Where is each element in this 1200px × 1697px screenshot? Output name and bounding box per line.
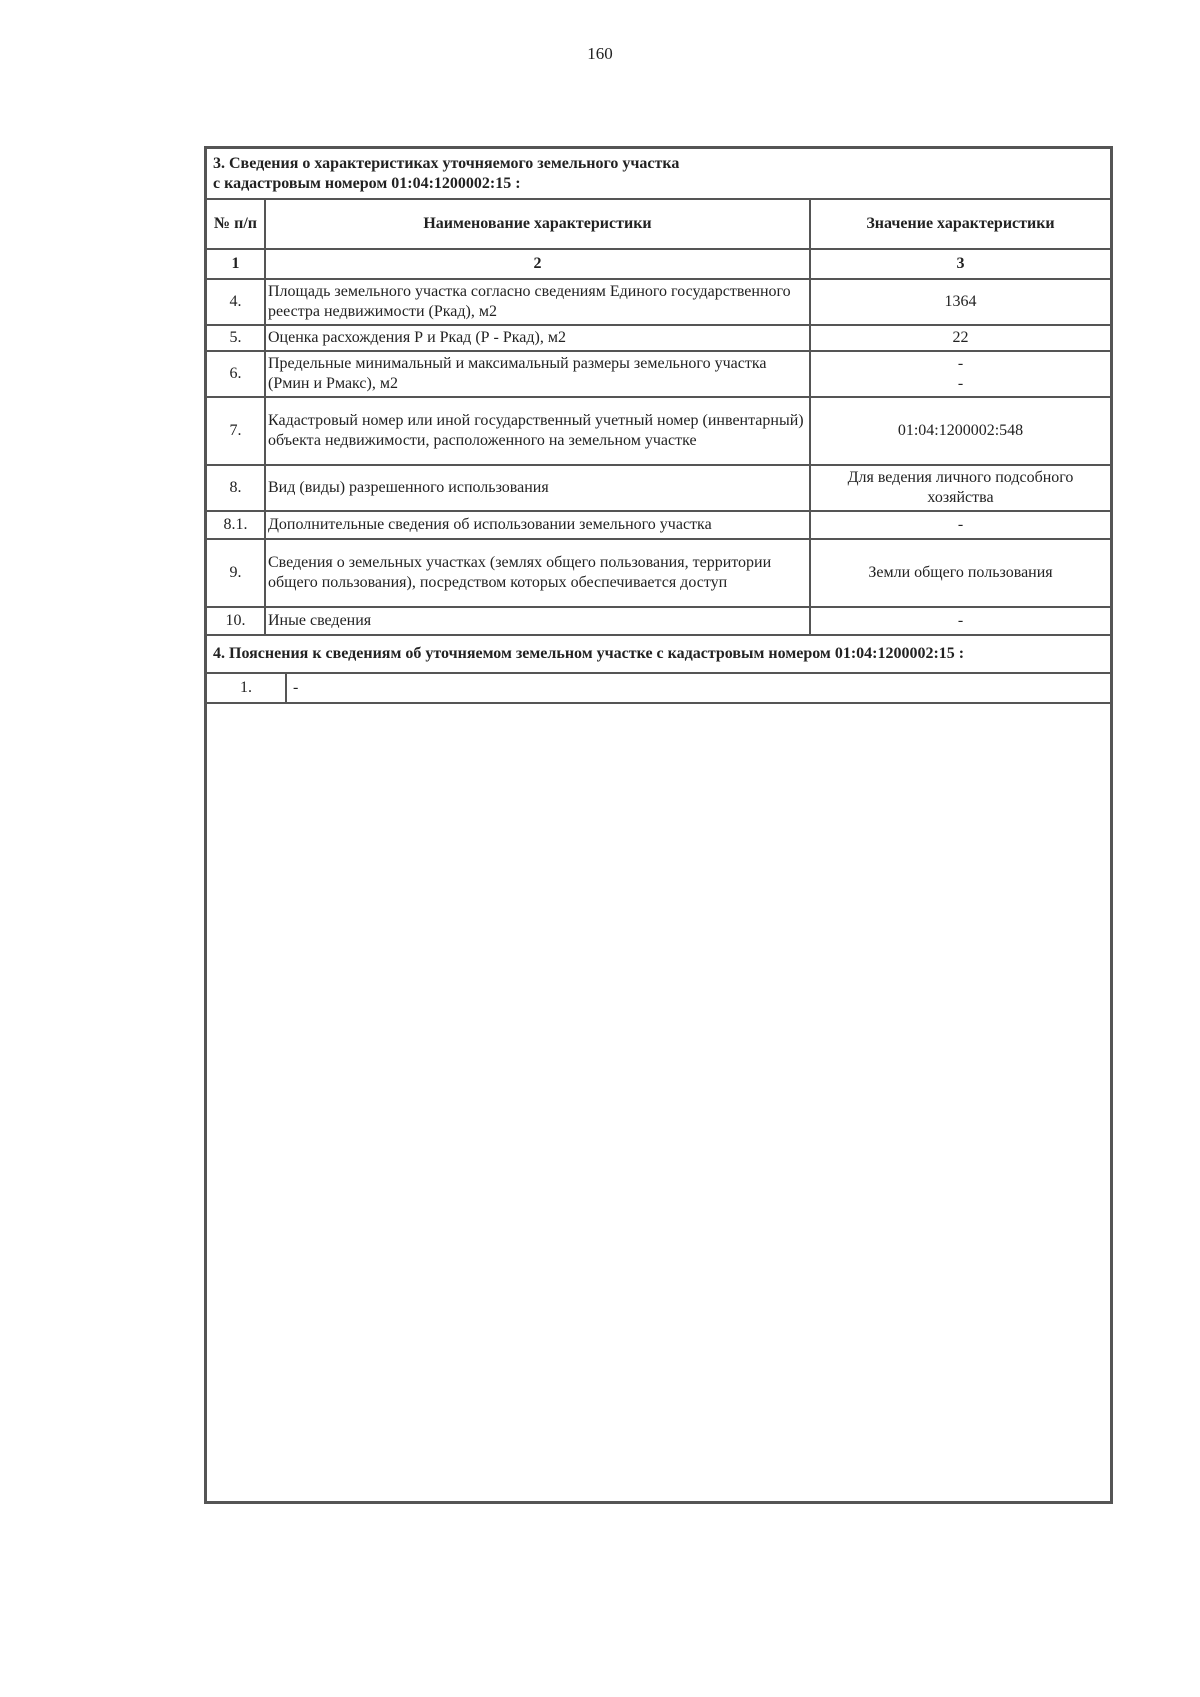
list-item xyxy=(207,674,1110,704)
row-num: 8. xyxy=(207,465,265,511)
row-name: Сведения о земельных участках (землях общего пользования, территории общего пользования), посредством которых обеспечивается доступ xyxy=(265,539,810,607)
notes-list xyxy=(207,674,1110,704)
row-num: 7. xyxy=(207,397,265,465)
row-value: - xyxy=(810,511,1110,539)
table-row xyxy=(207,607,1110,635)
row-name: Вид (виды) разрешенного использования xyxy=(265,465,810,511)
row-value xyxy=(810,351,1110,397)
row-name: Предельные минимальный и максимальный размеры земельного участка (Рмин и Рмакс), м2 xyxy=(265,351,810,397)
header-num: № п/п xyxy=(207,199,265,249)
row-num: 10. xyxy=(207,607,265,635)
table-row xyxy=(207,465,1110,511)
row-value: 22 xyxy=(810,325,1110,351)
section3-title-row xyxy=(207,149,1110,199)
row-name: Кадастровый номер или иной государственный учетный номер (инвентарный) объекта недвижимости, расположенного на земельном участке xyxy=(265,397,810,465)
table-row xyxy=(207,397,1110,465)
row-value: - xyxy=(810,607,1110,635)
row-value: 01:04:1200002:548 xyxy=(810,397,1110,465)
table-row xyxy=(207,539,1110,607)
row-num: 4. xyxy=(207,279,265,325)
table-row xyxy=(207,325,1110,351)
index-cell-2: 2 xyxy=(265,249,810,279)
note-text: - xyxy=(293,679,299,696)
row-name: Дополнительные сведения об использовании земельного участка xyxy=(265,511,810,539)
section3-title xyxy=(207,149,1110,199)
index-cell-3: 3 xyxy=(810,249,1110,279)
row-name: Оценка расхождения Р и Ркад (Р - Ркад), м2 xyxy=(265,325,810,351)
table-row xyxy=(207,511,1110,539)
table-row xyxy=(207,279,1110,325)
section4-title: 4. Пояснения к сведениям об уточняемом земельном участке с кадастровым номером 01:04:1200002:15 : xyxy=(207,635,1110,673)
row-num: 5. xyxy=(207,325,265,351)
index-row xyxy=(207,249,1110,279)
index-cell-1: 1 xyxy=(207,249,265,279)
row-num: 9. xyxy=(207,539,265,607)
header-value: Значение характеристики xyxy=(810,199,1110,249)
row-value: Земли общего пользования xyxy=(810,539,1110,607)
note-num: 1. xyxy=(207,674,287,702)
row-name: Площадь земельного участка согласно сведениям Единого государственного реестра недвижимости (Ркад), м2 xyxy=(265,279,810,325)
section3-title-line2: с кадастровым номером 01:04:1200002:15 : xyxy=(213,174,521,192)
row-value-max: - xyxy=(957,375,964,392)
row-num: 6. xyxy=(207,351,265,397)
document-frame xyxy=(204,146,1113,1504)
section3-title-line1: 3. Сведения о характеристиках уточняемого земельного участка xyxy=(213,154,680,172)
page-number: 160 xyxy=(587,44,613,63)
section4-title-row xyxy=(207,635,1110,673)
header-row xyxy=(207,199,1110,249)
table-row xyxy=(207,351,1110,397)
row-value: Для ведения личного подсобного хозяйства xyxy=(810,465,1110,511)
row-name: Иные сведения xyxy=(265,607,810,635)
row-value: 1364 xyxy=(810,279,1110,325)
row-num: 8.1. xyxy=(207,511,265,539)
characteristics-table xyxy=(207,149,1110,674)
header-name: Наименование характеристики xyxy=(265,199,810,249)
row-value-min: - xyxy=(957,355,964,372)
